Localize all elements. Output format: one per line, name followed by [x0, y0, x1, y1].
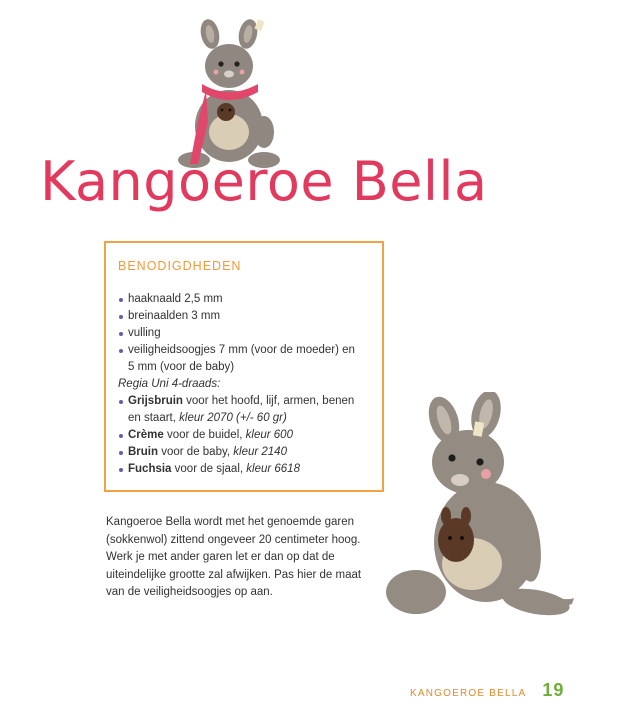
footer-title: KANGOEROE BELLA: [410, 688, 527, 699]
list-item: vulling: [118, 325, 382, 342]
materials-box: [104, 241, 384, 492]
materials-heading: BENODIGDHEDEN: [118, 259, 242, 273]
list-item: Fuchsia voor de sjaal, kleur 6618: [118, 461, 382, 478]
page-footer: [410, 680, 564, 701]
page-number: 19: [542, 680, 565, 700]
materials-list: [118, 291, 382, 478]
page-title: Kangoeroe Bella: [40, 150, 488, 213]
list-item: veiligheidsoogjes 7 mm (voor de moeder) en 5 mm (voor de baby): [118, 342, 382, 376]
list-item: Bruin voor de baby, kleur 2140: [118, 444, 382, 461]
intro-paragraph: Kangoeroe Bella wordt met het genoemde garen (sokkenwol) zittend ongeveer 20 centimeter hoog. Werk je met ander garen let er dan op dat de uiteindelijke grootte zal afwijken. Pas hier de maat van de veiligheidsoogjes op aan.: [106, 516, 362, 598]
list-item: haaknaald 2,5 mm: [118, 291, 382, 308]
list-item: breinaalden 3 mm: [118, 308, 382, 325]
kangaroo-toy-large-image: [376, 392, 576, 637]
list-item: Grijsbruin voor het hoofd, lijf, armen, benen en staart, kleur 2070 (+/- 60 gr): [118, 393, 382, 427]
list-item: Crème voor de buidel, kleur 600: [118, 427, 382, 444]
yarn-note: Regia Uni 4-draads:: [118, 378, 221, 390]
